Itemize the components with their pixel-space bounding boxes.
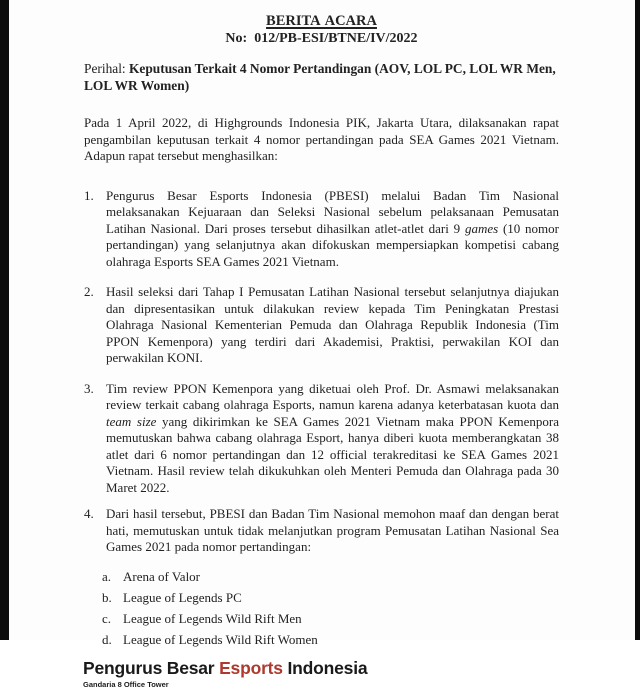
match-item-text: League of Legends PC: [123, 589, 242, 605]
document-header: [84, 13, 559, 47]
item-number: 3.: [84, 380, 94, 396]
decision-item-1: [84, 188, 559, 271]
item-text-segment: Tim review PPON Kemenpora yang diketuai oleh Prof. Dr. Asmawi melaksanakan review terkait cabang olahraga Esports, namun karena adanya keterbatasan kuota dan: [106, 380, 559, 412]
decision-item-4: [84, 506, 559, 556]
org-name-prefix: Pengurus Besar: [83, 657, 220, 678]
match-item-a: [102, 568, 559, 585]
match-number-list: [102, 568, 559, 648]
match-item-text: Arena of Valor: [123, 568, 201, 584]
item-text-segment: yang dikirimkan ke SEA Games 2021 Vietnam maka PPON Kemenpora memutuskan bahwa cabang olahraga Esport, hanya diberi kuota memberangkatan 38 atlet dari 6 nomor pertandingan dan 12 official terakreditasi ke SEA Games 2021 Vietnam. Hasil review telah dikukuhkan oleh Menteri Pemuda dan Olahraga pada 30 Maret 2022.: [106, 413, 559, 495]
subject-line: [84, 61, 559, 94]
match-item-letter: b.: [102, 589, 112, 605]
match-item-letter: d.: [102, 631, 112, 647]
match-item-c: [102, 610, 559, 627]
item-text-segment: Dari hasil tersebut, PBESI dan Badan Tim Nasional memohon maaf dan dengan berat hati, memutuskan untuk tidak melanjutkan program Pemusatan Latihan Nasional Sea Games 2021 pada nomor pertandingan:: [106, 506, 559, 554]
intro-paragraph: Pada 1 April 2022, di Highgrounds Indonesia PIK, Jakarta Utara, dilaksanakan rapat pengambilan keputusan terkait 4 nomor pertandingan pada SEA Games 2021 Vietnam. Adapun rapat tersebut menghasilkan:: [84, 115, 559, 163]
document-page: [9, 0, 635, 689]
item-number: 2.: [84, 284, 94, 299]
right-black-border: [635, 0, 640, 640]
left-black-border: [0, 0, 9, 640]
match-item-letter: a.: [102, 568, 112, 584]
organization-name: [83, 658, 559, 679]
item-text-segment: Pengurus Besar Esports Indonesia (PBESI) melalui Badan Tim Nasional melaksanakan Kejuaraan dan Seleksi Nasional sebelum pelaksanaan Pemusatan Latihan Nasional. Dari proses tersebut dihasilkan atlet-atlet dari 9: [106, 187, 559, 236]
decision-item-3: [84, 381, 559, 497]
item-number: 1.: [84, 187, 94, 203]
match-item-d: [102, 631, 559, 648]
org-name-suffix: Indonesia: [282, 657, 368, 678]
decision-item-2: [84, 284, 559, 367]
item-text: [106, 381, 559, 497]
item-text-segment-italic: games: [464, 220, 499, 236]
item-text-segment-italic: team size: [106, 413, 157, 429]
match-item-text: League of Legends Wild Rift Women: [123, 631, 318, 647]
item-text-segment: Hasil seleksi dari Tahap I Pemusatan Latihan Nasional tersebut selanjutnya diajukan dan dipresentasikan untuk dilakukan review kepada Tim Peningkatan Prestasi Olahraga Nasional Kementerian Pemuda dan Olahraga Republik Indonesia (Tim PPON Kemenpora) yang terdiri dari Akademisi, Praktisi, perwakilan KOI dan perwakilan KONI.: [106, 284, 559, 365]
document-number: No: 012/PB-ESI/BTNE/IV/2022: [225, 31, 418, 46]
letterhead-footer: [83, 658, 559, 690]
organization-address: Gandaria 8 Office Tower: [83, 679, 169, 689]
match-item-b: [102, 589, 559, 606]
match-item-letter: c.: [102, 610, 112, 626]
item-text: [106, 284, 559, 367]
subject-text: Keputusan Terkait 4 Nomor Pertandingan (AOV, LOL PC, LOL WR Men, LOL WR Women): [84, 61, 556, 93]
footer-org-esports: Esports: [219, 657, 283, 678]
item-number: 4.: [84, 506, 94, 521]
item-text-segment: (10 nomor pertandingan) yang selanjutnya akan difokuskan mempersiapkan kompetisi cabang olahraga Esports SEA Games 2021 Vietnam.: [106, 220, 559, 269]
subject-label: Perihal:: [84, 61, 129, 76]
document-title: BERITA ACARA: [266, 13, 377, 29]
item-text: [106, 188, 559, 271]
item-text: [106, 506, 559, 556]
match-item-text: League of Legends Wild Rift Men: [123, 610, 302, 626]
